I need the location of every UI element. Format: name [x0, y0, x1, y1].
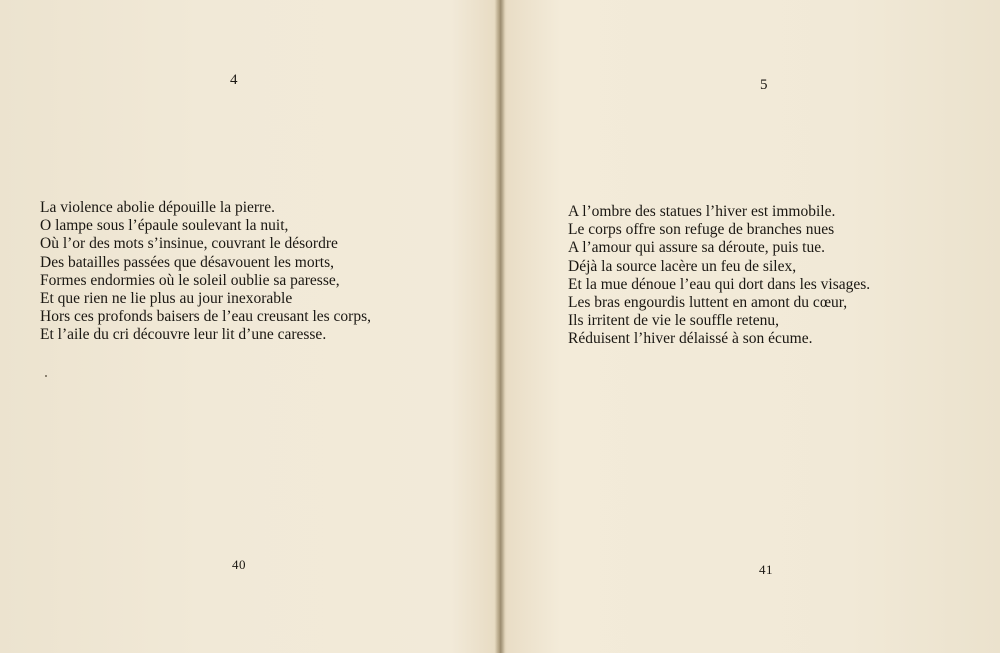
poem-line: A l’ombre des statues l’hiver est immobile.: [568, 203, 836, 220]
paper-speck: [45, 375, 47, 377]
poem-stanza: [568, 203, 870, 349]
poem-line: Et l’aile du cri découvre leur lit d’une caresse.: [40, 326, 327, 344]
page-number: 41: [759, 562, 773, 577]
right-page: [502, 0, 1000, 653]
poem-line: Le corps offre son refuge de branches nues: [568, 221, 835, 239]
poem-line: Et la mue dénoue l’eau qui dort dans les visages.: [568, 275, 871, 293]
poem-line: Les bras engourdis luttent en amont du cœur,: [568, 294, 848, 312]
poem-stanza: [40, 199, 371, 345]
poem-line: Et que rien ne lie plus au jour inexorable: [40, 290, 293, 308]
poem-line: Où l’or des mots s’insinue, couvrant le désordre: [40, 235, 338, 253]
poem-line: Formes endormies où le soleil oublie sa paresse,: [40, 271, 340, 289]
left-page: [0, 0, 498, 653]
poem-line: Ils irritent de vie le souffle retenu,: [568, 312, 780, 330]
poem-line: A l’amour qui assure sa déroute, puis tue.: [568, 239, 825, 257]
poem-number: 4: [230, 72, 238, 88]
poem-line: O lampe sous l’épaule soulevant la nuit,: [40, 217, 289, 235]
poem-line: Réduisent l’hiver délaissé à son écume.: [568, 330, 813, 348]
poem-number: 5: [760, 77, 768, 93]
poem-line: Hors ces profonds baisers de l’eau creusant les corps,: [40, 308, 371, 326]
page-number: 40: [232, 557, 246, 572]
poem-line: Des batailles passées que désavouent les morts,: [40, 253, 334, 271]
poem-line: Déjà la source lacère un feu de silex,: [568, 257, 797, 275]
poem-line: La violence abolie dépouille la pierre.: [40, 199, 275, 216]
